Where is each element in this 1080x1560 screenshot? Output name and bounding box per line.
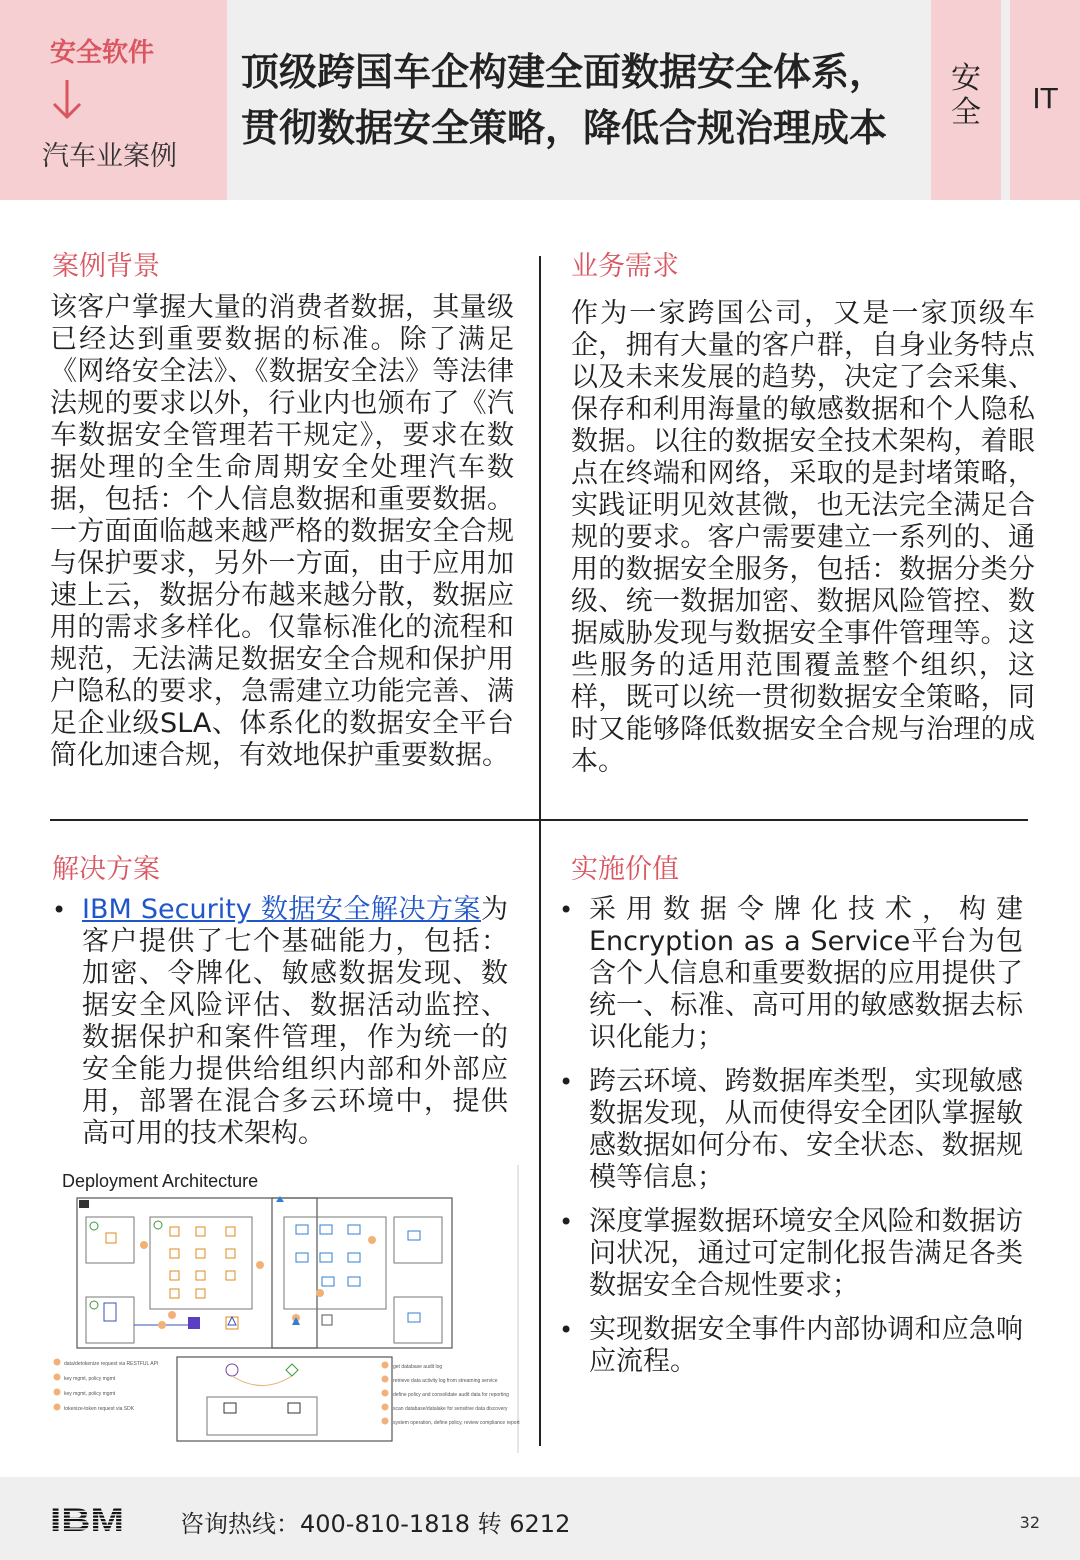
background-title: 案例背景	[52, 251, 160, 282]
category-label: 安全软件	[50, 38, 155, 68]
legend-left-item: data/detokenize request via RESTFUL API	[64, 1361, 159, 1367]
header-title-block	[227, 0, 931, 200]
value-item: • 深度掌握数据环境安全风险和数据访问状况，通过可定制化报告满足各类数据安全合规性要求；	[559, 1206, 1023, 1302]
page-number: 32	[1019, 1513, 1040, 1532]
legend-left-item: key mgmt, policy mgmt	[64, 1376, 116, 1382]
legend-right-item: scan database/datalake for sensitive data discovery	[393, 1406, 508, 1412]
svg-text:IBM: IBM	[50, 1505, 124, 1533]
legend-right-item: get database audit log	[393, 1364, 443, 1370]
ibm-logo	[50, 1505, 124, 1533]
background-text: 该客户掌握大量的消费者数据，其量级已经达到重要数据的标准。除了满足《网络安全法》、《数据安全法》等法律法规的要求以外，行业内也颁布了《汽车数据安全管理若干规定》，要求在数据处理的全生命周期安全处理汽车数据，包括：个人信息数据和重要数据。一方面面临越来越严格的数据安全合规与保护要求，另外一方面，由于应用加速上云，数据分布越来越分散，数据应用的需求多样化。仅靠标准化的流程和规范，无法满足数据安全合规和保护用户隐私的要求，急需建立功能完善、满足企业级SLA、体系化的数据安全平台简化加速合规，有效地保护重要数据。	[50, 292, 514, 771]
solution-link[interactable]: IBM Security 数据安全解决方案	[82, 894, 481, 925]
deployment-architecture-diagram	[52, 1165, 522, 1453]
value-title: 实施价值	[571, 854, 679, 885]
arrow-down-icon	[50, 78, 84, 122]
legend-right-item: retrieve data activity log from streaming service	[393, 1378, 498, 1384]
diagram-title: Deployment Architecture	[62, 1171, 259, 1191]
value-list	[559, 894, 1023, 1390]
subcategory-label: 汽车业案例	[42, 141, 177, 172]
header-category-block	[0, 0, 227, 200]
hotline: 咨询热线：400-810-1818 转 6212	[180, 1510, 571, 1538]
page-title	[241, 44, 887, 156]
legend-right-item: define policy and consolidate audit data for reporting	[393, 1392, 509, 1398]
value-item: • 跨云环境、跨数据库类型，实现敏感数据发现，从而使得安全团队掌握敏感数据如何分布、安全状态、数据规模等信息；	[559, 1066, 1023, 1194]
value-item: • 实现数据安全事件内部协调和应急响应流程。	[559, 1314, 1023, 1378]
tag-security	[931, 0, 1001, 200]
legend-left-item: tokenize-token request via SDK	[64, 1406, 135, 1412]
tag-security-label: 安全	[951, 61, 981, 130]
vertical-divider	[539, 256, 541, 1446]
value-item: • 采用数据令牌化技术，构建Encryption as a Service平台为包含个人信息和重要数据的应用提供了统一、标准、高可用的敏感数据去标识化能力；	[559, 894, 1023, 1054]
needs-title: 业务需求	[571, 251, 679, 282]
footer	[0, 1477, 1080, 1560]
tag-it	[1010, 0, 1080, 200]
solution-title: 解决方案	[52, 854, 160, 885]
legend-left	[64, 1357, 158, 1417]
legend-right-item: system operation, define policy, review compliance report	[393, 1420, 520, 1426]
solution-item	[52, 894, 508, 1150]
solution-list	[52, 894, 508, 1150]
legend-right	[393, 1360, 520, 1430]
header-gap	[1001, 0, 1010, 200]
solution-text: 为客户提供了七个基础能力，包括：加密、令牌化、敏感数据发现、数据安全风险评估、数据活动监控、数据保护和案件管理，作为统一的安全能力提供给组织内部和外部应用，部署在混合多云环境中，提供高可用的技术架构。	[82, 894, 508, 1149]
legend-left-item: key mgmt, policy mgmt	[64, 1391, 116, 1397]
tag-it-label: IT	[1032, 82, 1058, 115]
horizontal-divider	[50, 819, 1028, 821]
needs-text: 作为一家跨国公司，又是一家顶级车企，拥有大量的客户群，自身业务特点以及未来发展的趋势，决定了会采集、保存和利用海量的敏感数据和个人隐私数据。以往的数据安全技术架构，着眼点在终端和网络，采取的是封堵策略，实践证明见效甚微，也无法完全满足合规的要求。客户需要建立一系列的、通用的数据安全服务，包括：数据分类分级、统一数据加密、数据风险管控、数据威胁发现与数据安全事件管理等。这些服务的适用范围覆盖整个组织，这样，既可以统一贯彻数据安全策略，同时又能够降低数据安全合规与治理的成本。	[571, 298, 1035, 777]
page-title-line2: 贯彻数据安全策略，降低合规治理成本	[241, 106, 888, 150]
page-title-line1: 顶级跨国车企构建全面数据安全体系，	[241, 50, 888, 94]
